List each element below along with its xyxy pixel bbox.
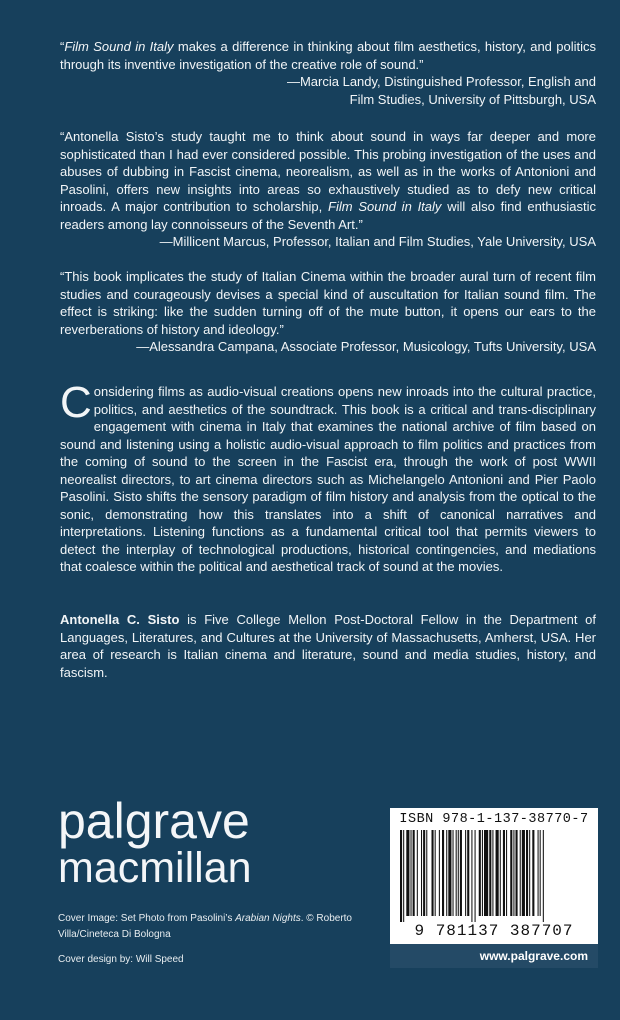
barcode-bar (522, 830, 525, 916)
bio-text: is Five College Mellon Post-Doctoral Fellow in the Department of Languages, Literatures, and Cultures at the University of Massachusetts, Amherst, USA. Her area of research is Italian cinema and literature, sound and media studies, history, and fascism. (60, 612, 596, 680)
review-quote-marcus (60, 128, 596, 251)
publisher-url-strip (390, 944, 598, 968)
barcode-bar (403, 830, 404, 922)
barcode-bar (532, 830, 534, 916)
barcode-bar (453, 830, 454, 916)
barcode-bar (500, 830, 501, 916)
author-bio (60, 611, 596, 681)
barcode-bar (413, 830, 415, 916)
quote-attribution-cont: Film Studies, University of Pittsburgh, USA (349, 91, 596, 107)
barcode-bar (439, 830, 440, 916)
cover-design-credit: Cover design by: Will Speed (58, 954, 184, 965)
quote-body-end: will also find enthusiastic readers among lay connoisseurs of the Seventh Art.” (60, 199, 596, 232)
quote-text: “This book implicates the study of Italian Cinema within the broader aural turn of recent film studies and courageously devises a special kind of auscultation for Italian sound film. The effect is striking: like the sudden turning off of the mute button, it opens our ears to the reverberations of history and ideology.” (60, 269, 596, 337)
quote-attribution: —Millicent Marcus, Professor, Italian and Film Studies, Yale University, USA (159, 234, 596, 249)
barcode-bar (475, 830, 476, 922)
barcode-bar (489, 830, 491, 916)
barcode-bar (432, 830, 434, 916)
book-description (60, 378, 596, 576)
cover-image-credit (58, 911, 378, 943)
barcode-bar (417, 830, 418, 916)
isbn-barcode (390, 808, 598, 968)
barcode-bar (467, 830, 469, 916)
publisher-logo-line2: macmillan (58, 844, 252, 892)
author-name: Antonella C. Sisto (60, 612, 180, 627)
barcode-bar (471, 830, 472, 922)
barcode-bar (482, 830, 483, 916)
review-quote-campana (60, 268, 596, 356)
barcode-digits: 9 781137 387707 (414, 922, 574, 940)
drop-cap: C (60, 378, 92, 427)
publisher-logo-line1: palgrave (58, 793, 250, 849)
isbn-label: ISBN 978-1-137-38770-7 (399, 812, 589, 827)
barcode-bar (492, 830, 493, 916)
book-title: Film Sound in Italy (64, 39, 174, 54)
barcode-bar (426, 830, 427, 916)
barcode-bar (484, 830, 488, 916)
quote-body-start: “Antonella Sisto’s study taught me to think about sound in ways far deeper and more sophisticated than I had ever considered possible. This probing investigation of the uses and abuses of dubbing in Fascist cinema, neorealism, as well as in the works of Antonioni and Pasolini, offers new insights into areas so exhaustively studied as to defy new critical inroads. A major contribution to scholarship, (60, 129, 596, 214)
description-text: onsidering films as audio-visual creations opens new inroads into the cultural practice, politics, and aesthetics of the soundtrack. This book is a critical and trans-disciplinary engagement with cinema in Italy that examines the national archive of film based on sound and listening using a holistic audio-visual approach to film politics and practices from the coming of sound to the screen in the Fascist era, through the work of post WWII neorealist directors, to art cinema directors such as Michelangelo Antonioni and Pier Paolo Pasolini. Sisto shifts the sensory paradigm of film history and analysis from the optical to the sonic, demonstrating how this translates into a shift of canonical narratives and interpretations. Listening functions as a fundamental critical tool that permits viewers to detect the interplay of technological productions, historical contingencies, and mediations that coalesce within the political and aesthetical track of sound at the movies. (60, 384, 596, 574)
barcode-bar (543, 830, 544, 922)
credit-film-title: Arabian Nights (235, 913, 301, 924)
publisher-logo (58, 795, 252, 891)
barcode-bar (513, 830, 514, 916)
barcode-bar (448, 830, 451, 916)
barcode-bar (516, 830, 518, 916)
quote-body: makes a difference in thinking about film aesthetics, history, and politics through its inventive investigation of the creative role of sound.” (60, 39, 596, 72)
review-quote-landy (60, 38, 596, 108)
quote-attribution: —Marcia Landy, Distinguished Professor, English and (286, 74, 596, 89)
barcode-bar (526, 830, 528, 916)
publisher-url: www.palgrave.com (479, 949, 588, 963)
barcode-bar (540, 830, 541, 916)
barcode-bar (442, 830, 444, 916)
barcode-bar (423, 830, 425, 916)
barcode-bar (465, 830, 466, 916)
barcode-bar (435, 830, 436, 916)
credit-prefix: Cover Image: Set Photo from Pasolini’s (58, 913, 236, 924)
barcode-bar (510, 830, 512, 916)
barcode-bar (456, 830, 457, 916)
barcode-bar (538, 830, 539, 916)
barcode-bar (503, 830, 505, 916)
barcode-bar (460, 830, 462, 916)
quote-open-mark: “ (60, 39, 65, 54)
barcode-bar (406, 830, 409, 916)
barcode-bars (398, 830, 590, 922)
barcode-bar (458, 830, 459, 916)
quote-attribution: —Alessandra Campana, Associate Professor, Musicology, Tufts University, USA (136, 339, 596, 354)
barcode-bar (400, 830, 402, 922)
barcode-bar (411, 830, 412, 916)
quote-text (60, 38, 596, 73)
book-title: Film Sound in Italy (328, 199, 442, 214)
barcode-bar (529, 830, 530, 916)
barcode-bar (421, 830, 422, 916)
credit-suffix: . © Roberto Villa/Cineteca Di Bologna (58, 913, 352, 940)
barcode-bar (496, 830, 499, 916)
barcode-bar (446, 830, 447, 916)
barcode-bar (479, 830, 481, 916)
quote-text (60, 128, 596, 233)
barcode-bar (506, 830, 507, 916)
barcode-bar (520, 830, 521, 916)
